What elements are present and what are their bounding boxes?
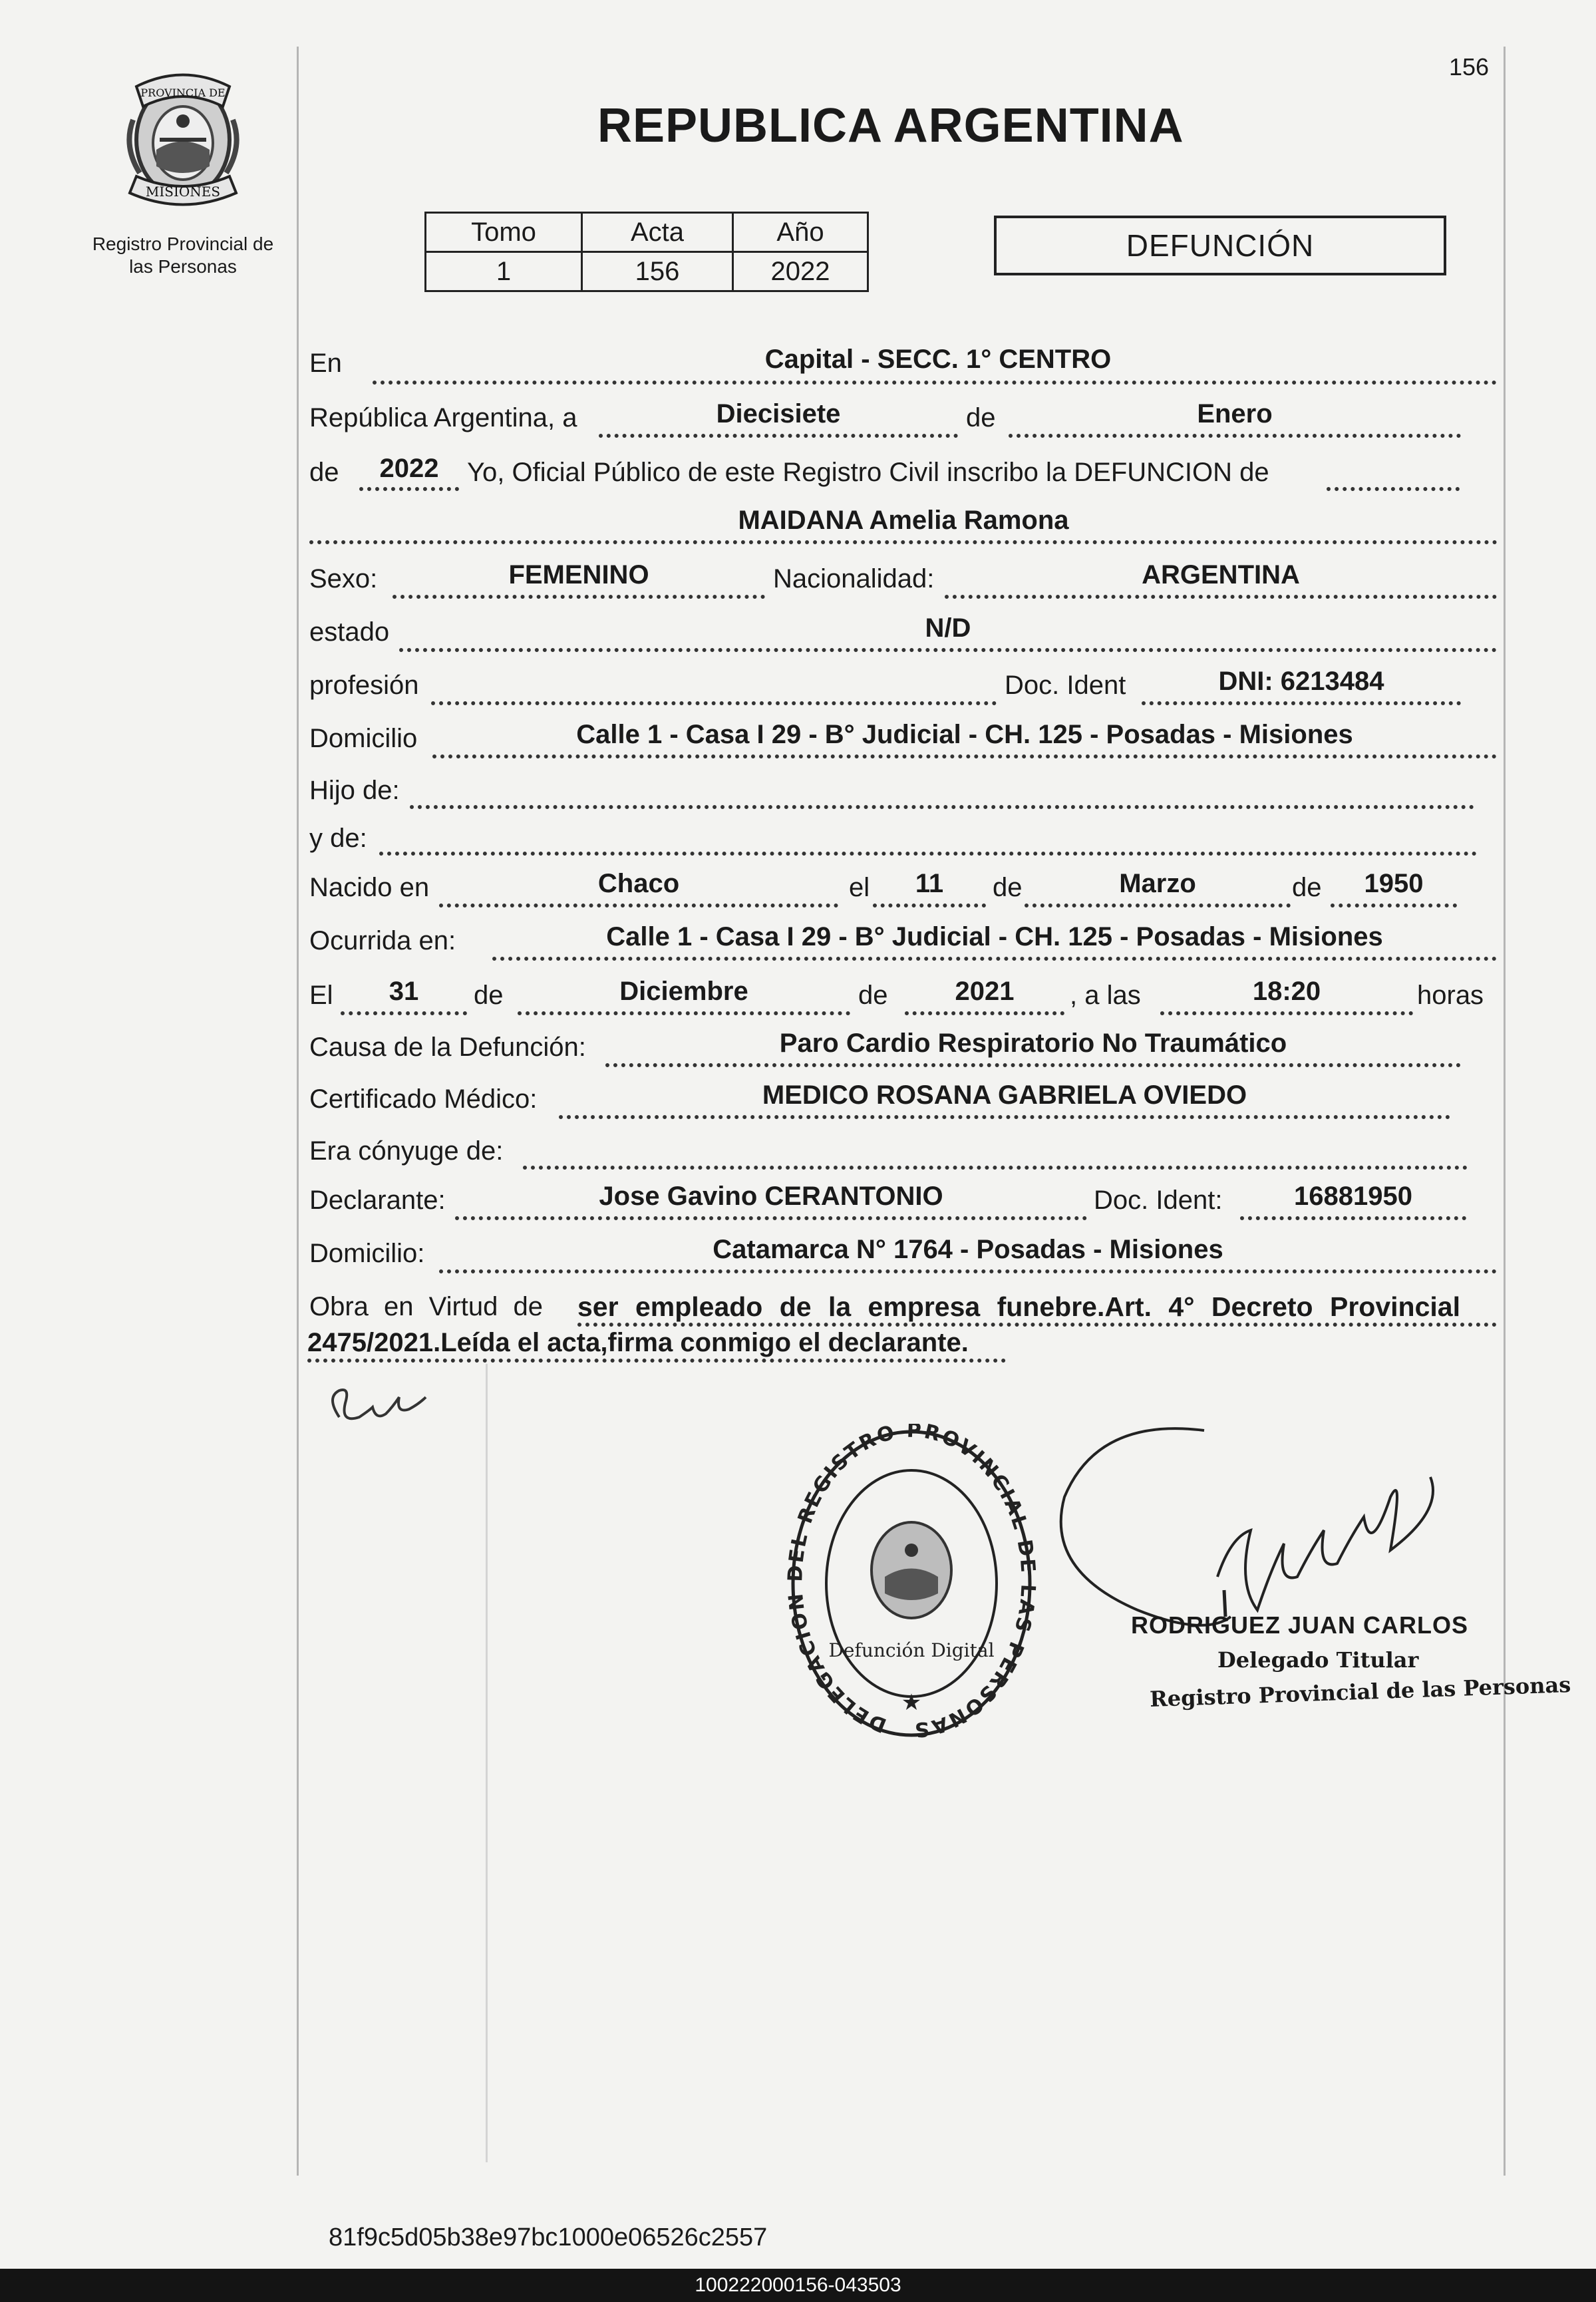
stamp-outer-text: DELEGACION DEL REGISTRO PROVINCIAL DE LAS PERSONAS	[785, 1424, 1038, 1742]
center-fold-line	[486, 1364, 488, 2162]
declarante-label: Declarante:	[309, 1186, 446, 1215]
causa-label: Causa de la Defunción:	[309, 1033, 586, 1062]
domicilio2-label: Domicilio:	[309, 1239, 425, 1268]
death-time: 18:20	[1252, 977, 1321, 1006]
domicilio-value: Calle 1 - Casa I 29 - B° Judicial - CH. 125 - Posadas - Misiones	[576, 720, 1353, 749]
inscribo-dotline	[1327, 487, 1460, 491]
initials-signature	[319, 1377, 452, 1440]
hijo-dotline	[410, 805, 1474, 809]
inscribo-text: Yo, Oficial Público de este Registro Civil inscribo la DEFUNCION de	[467, 458, 1269, 487]
month-dotline	[1009, 434, 1461, 438]
official-stamp	[785, 1424, 1038, 1746]
hijo-label: Hijo de:	[309, 776, 400, 805]
de-label-4: de	[474, 981, 504, 1010]
nacionalidad-value: ARGENTINA	[1142, 560, 1300, 589]
day-value: Diecisiete	[716, 399, 841, 428]
el2-label: El	[309, 981, 333, 1010]
province-logo	[113, 60, 253, 213]
conyuge-label: Era cónyuge de:	[309, 1136, 504, 1166]
death-day-dotline	[341, 1011, 467, 1015]
doc-ident2-dotline	[1240, 1216, 1466, 1220]
doc-ident-dotline	[1142, 701, 1461, 705]
acta-header-ano: Año	[733, 213, 868, 252]
acta-value-tomo: 1	[426, 252, 582, 291]
year-prefix-label: de	[309, 458, 339, 487]
birth-month-dotline	[1025, 904, 1291, 907]
domicilio2-value: Catamarca N° 1764 - Posadas - Misiones	[713, 1235, 1223, 1264]
en-dotline	[373, 381, 1497, 385]
profesion-label: profesión	[309, 671, 419, 700]
death-day: 31	[389, 977, 419, 1006]
acta-table	[424, 212, 869, 292]
obra-dotline-2	[307, 1359, 1006, 1363]
estado-label: estado	[309, 617, 390, 647]
death-year: 2021	[955, 977, 1015, 1006]
sexo-label: Sexo:	[309, 564, 378, 593]
year-dotline	[359, 487, 459, 491]
domicilio-dotline	[432, 754, 1497, 758]
birth-day-dotline	[873, 904, 986, 907]
ocurrida-value: Calle 1 - Casa I 29 - B° Judicial - CH. 125 - Posadas - Misiones	[606, 922, 1383, 951]
estado-value: N/D	[925, 613, 971, 643]
de-label-3: de	[1292, 873, 1322, 902]
birth-month: Marzo	[1119, 869, 1196, 898]
deceased-name: MAIDANA Amelia Ramona	[738, 506, 1069, 535]
ocurrida-dotline	[492, 957, 1497, 961]
official-name: RODRIGUEZ JUAN CARLOS	[1131, 1611, 1469, 1639]
obra-value-2: 2475/2021.Leída el acta,firma conmigo el declarante.	[307, 1328, 969, 1357]
acta-value-ano: 2022	[733, 252, 868, 291]
domicilio2-dotline	[439, 1269, 1497, 1273]
yde-label: y de:	[309, 824, 367, 853]
en-label: En	[309, 349, 342, 378]
de-label-5: de	[858, 981, 888, 1010]
svg-text:MISIONES: MISIONES	[145, 184, 221, 200]
certificado-label: Certificado Médico:	[309, 1084, 538, 1114]
acta-value-row	[426, 252, 868, 291]
birth-year: 1950	[1364, 869, 1424, 898]
nacido-value: Chaco	[597, 869, 680, 898]
month-value: Enero	[1197, 399, 1273, 428]
registry-line2: las Personas	[129, 256, 237, 277]
name-dotline	[309, 540, 1498, 544]
birth-year-dotline	[1331, 904, 1457, 907]
causa-dotline	[605, 1063, 1461, 1067]
stamp-star-icon: ★	[901, 1690, 922, 1715]
republica-label: República Argentina, a	[309, 403, 577, 432]
causa-value: Paro Cardio Respiratorio No Traumático	[779, 1029, 1287, 1058]
day-dotline	[599, 434, 958, 438]
birth-day: 11	[915, 869, 944, 898]
registry-name	[73, 233, 293, 278]
stamp-inner-text: Defunción Digital	[828, 1639, 995, 1661]
year-value: 2022	[379, 454, 439, 483]
ocurrida-label: Ocurrida en:	[309, 926, 456, 955]
page-number: 156	[1449, 53, 1490, 81]
footer-code: 100222000156-043503	[0, 2269, 1596, 2302]
doc-ident-label: Doc. Ident	[1005, 671, 1126, 700]
domicilio-label: Domicilio	[309, 724, 418, 753]
acta-header-row	[426, 213, 868, 252]
registry-line1: Registro Provincial de	[92, 234, 274, 254]
doc-ident2-value: 16881950	[1294, 1182, 1412, 1211]
estado-dotline	[399, 648, 1497, 652]
nacionalidad-label: Nacionalidad:	[773, 564, 935, 593]
death-time-dotline	[1160, 1011, 1413, 1015]
el-label: el	[849, 873, 870, 902]
document-hash: 81f9c5d05b38e97bc1000e06526c2557	[329, 2223, 768, 2251]
obra-value-1: ser empleado de la empresa funebre.Art. 4° Decreto Provincial	[577, 1291, 1460, 1322]
svg-text:PROVINCIA DE: PROVINCIA DE	[140, 86, 226, 99]
certificado-dotline	[559, 1115, 1450, 1119]
de-label-1: de	[966, 403, 996, 432]
nacido-dotline	[439, 904, 838, 907]
yde-dotline	[379, 852, 1477, 856]
official-office: Registro Provincial de las Personas	[1149, 1671, 1571, 1713]
left-margin-line	[297, 47, 299, 2176]
obra-label: Obra en Virtud de	[309, 1292, 544, 1321]
death-month: Diciembre	[619, 977, 748, 1006]
declarante-value: Jose Gavino CERANTONIO	[599, 1182, 943, 1211]
nacionalidad-dotline	[945, 595, 1497, 599]
doc-ident-value: DNI: 6213484	[1218, 667, 1384, 696]
de-label-2: de	[993, 873, 1023, 902]
page-title: REPUBLICA ARGENTINA	[597, 99, 1184, 152]
sexo-value: FEMENINO	[508, 560, 649, 589]
right-margin-line	[1504, 47, 1506, 2176]
profesion-dotline	[431, 701, 997, 705]
nacido-label: Nacido en	[309, 873, 430, 902]
acta-header-acta: Acta	[582, 213, 733, 252]
en-value: Capital - SECC. 1° CENTRO	[764, 345, 1112, 374]
sexo-dotline	[393, 595, 765, 599]
conyuge-dotline	[523, 1166, 1468, 1170]
certificado-value: MEDICO ROSANA GABRIELA OVIEDO	[762, 1080, 1247, 1110]
acta-header-tomo: Tomo	[426, 213, 582, 252]
death-year-dotline	[905, 1011, 1064, 1015]
horas-label: horas	[1417, 981, 1484, 1010]
official-title: Delegado Titular	[1217, 1647, 1419, 1673]
acta-value-acta: 156	[582, 252, 733, 291]
doc-ident2-label: Doc. Ident:	[1094, 1186, 1223, 1215]
document-type-box: DEFUNCIÓN	[994, 216, 1446, 275]
death-month-dotline	[518, 1011, 850, 1015]
alas-label: , a las	[1070, 981, 1141, 1010]
declarante-dotline	[455, 1216, 1087, 1220]
